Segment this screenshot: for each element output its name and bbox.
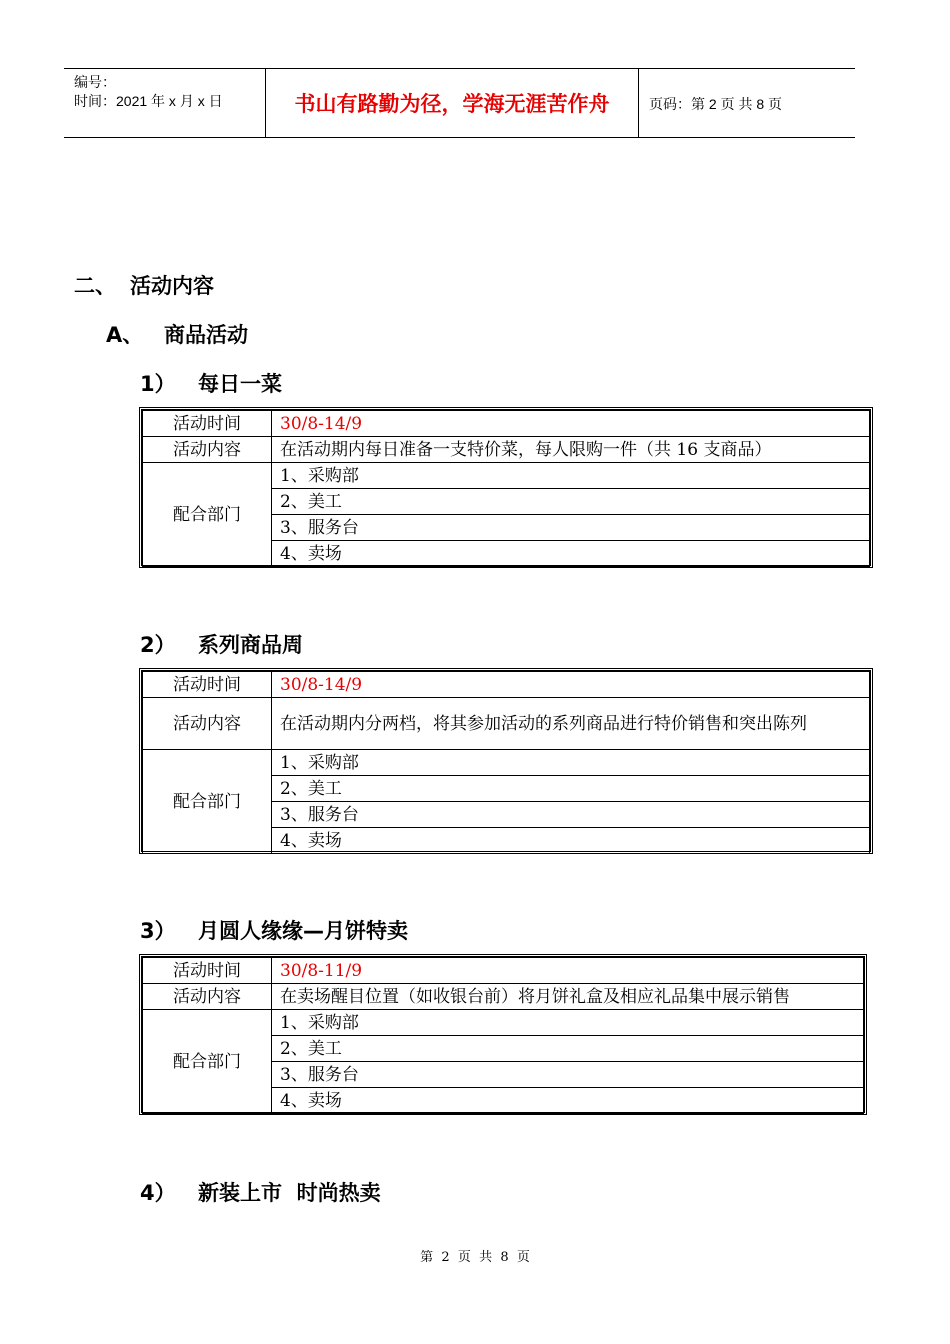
content-value: 在活动期内每日准备一支特价菜，每人限购一件（共 16 支商品） bbox=[272, 437, 870, 463]
header-motto: 书山有路勤为径，学海无涯苦作舟 bbox=[266, 69, 639, 137]
time-value: 30/8-14/9 bbox=[272, 672, 870, 698]
time-label: 活动时间 bbox=[143, 411, 272, 437]
content-value: 在活动期内分两档，将其参加活动的系列商品进行特价销售和突出陈列 bbox=[272, 698, 870, 750]
header-page-number: 页码：第 2 页 共 8 页 bbox=[649, 96, 783, 112]
time-label: 活动时间 bbox=[143, 958, 272, 984]
content-label: 活动内容 bbox=[143, 437, 272, 463]
dept-item: 2、美工 bbox=[272, 776, 870, 802]
activity-number: 3） bbox=[140, 919, 176, 943]
subsection-heading bbox=[106, 319, 248, 349]
dept-item: 1、采购部 bbox=[272, 750, 870, 776]
page-footer: 第 2 页 共 8 页 bbox=[420, 1250, 530, 1265]
time-value: 30/8-11/9 bbox=[272, 958, 864, 984]
dept-item: 1、采购部 bbox=[272, 463, 870, 489]
activity-title: 月圆人缘缘—月饼特卖 bbox=[198, 919, 408, 943]
activity-title: 新装上市 时尚热卖 bbox=[198, 1181, 381, 1205]
dept-item: 4、卖场 bbox=[272, 541, 870, 567]
activity-heading-2 bbox=[140, 629, 303, 659]
dept-item: 2、美工 bbox=[272, 489, 870, 515]
section-heading bbox=[74, 270, 214, 300]
activity-title: 系列商品周 bbox=[198, 633, 303, 657]
content-label: 活动内容 bbox=[143, 698, 272, 750]
section-title: 活动内容 bbox=[130, 274, 214, 298]
activity-heading-1 bbox=[140, 368, 282, 398]
dept-item: 3、服务台 bbox=[272, 1062, 864, 1088]
activity-number: 4） bbox=[140, 1181, 176, 1205]
activity-title: 每日一菜 bbox=[198, 372, 282, 396]
dept-item: 1、采购部 bbox=[272, 1010, 864, 1036]
dept-item: 2、美工 bbox=[272, 1036, 864, 1062]
dept-item: 4、卖场 bbox=[272, 1088, 864, 1114]
dept-label: 配合部门 bbox=[143, 750, 272, 854]
header-number: 编号： bbox=[74, 74, 116, 90]
page-header bbox=[64, 68, 855, 138]
activity-table-1 bbox=[139, 407, 873, 568]
activity-table-3 bbox=[139, 954, 867, 1115]
time-value: 30/8-14/9 bbox=[272, 411, 870, 437]
activity-table-2 bbox=[139, 668, 873, 854]
dept-label: 配合部门 bbox=[143, 1010, 272, 1114]
header-time: 时间：2021 年 x 月 x 日 bbox=[74, 93, 223, 109]
activity-number: 1） bbox=[140, 372, 176, 396]
subsection-number: A、 bbox=[106, 323, 144, 347]
content-label: 活动内容 bbox=[143, 984, 272, 1010]
subsection-title: 商品活动 bbox=[164, 323, 248, 347]
section-number: 二、 bbox=[74, 274, 116, 298]
content-value: 在卖场醒目位置（如收银台前）将月饼礼盒及相应礼品集中展示销售 bbox=[272, 984, 864, 1010]
header-meta-cell bbox=[64, 69, 266, 137]
activity-heading-3 bbox=[140, 915, 408, 945]
dept-item: 3、服务台 bbox=[272, 515, 870, 541]
dept-item: 4、卖场 bbox=[272, 828, 870, 854]
header-page-cell bbox=[639, 69, 855, 137]
dept-item: 3、服务台 bbox=[272, 802, 870, 828]
activity-heading-4 bbox=[140, 1177, 381, 1207]
activity-number: 2） bbox=[140, 633, 176, 657]
time-label: 活动时间 bbox=[143, 672, 272, 698]
dept-label: 配合部门 bbox=[143, 463, 272, 567]
